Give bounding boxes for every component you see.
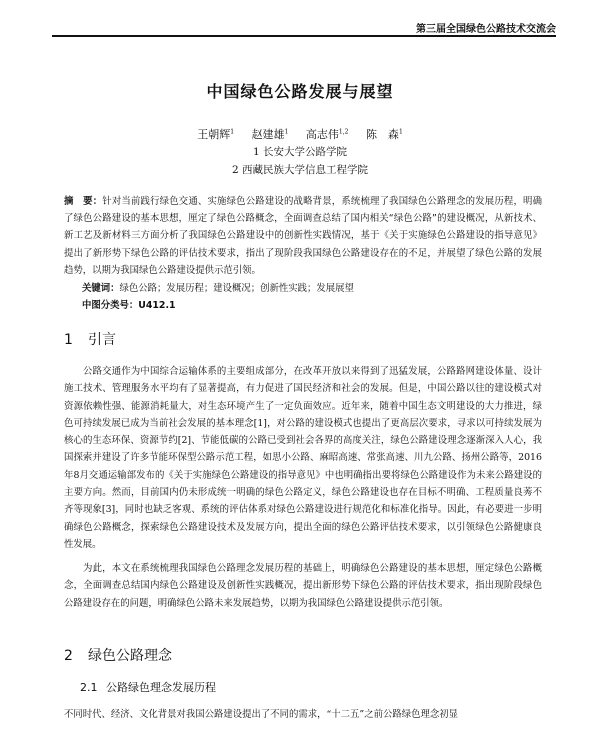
affiliation: 2 西藏民族大学信息工程学院 (231, 164, 369, 176)
section-heading-concept: 2 绿色公路理念 (64, 648, 172, 664)
classification-number: 中图分类号：U412.1 (82, 300, 176, 311)
section-heading-intro: 1 引言 (64, 332, 116, 348)
author: 赵建雄$^1$ (251, 128, 289, 141)
author-list (0, 126, 600, 142)
keywords: 关键词：绿色公路；发展历程；建设概况；创新性实践；发展展望 (82, 283, 354, 294)
abstract (64, 193, 542, 279)
abstract-label: 摘 要： (64, 196, 103, 207)
author: 王朝辉$^1$ (197, 128, 235, 141)
subsection-heading: 2.1 公路绿色理念发展历程 (80, 681, 216, 694)
body-paragraph: 为此，本文在系统梳理我国绿色公路理念发展历程的基础上，明确绿色公路建设的基本思想，厘定绿色公路概念，全面调查总结国内绿色公路建设及创新性实践概况，提出新形势下绿色公路的评估技术要求，指出现阶段绿色公路建设存在的问题，明确绿色公路未来发展趋势，以期为我国绿色公路建设提供示范引领。 (64, 563, 542, 609)
author: 高志伟$^{1,2}$ (305, 128, 349, 141)
author: 陈 森$^1$ (365, 128, 403, 141)
running-header: 第三届全国绿色公路技术交流会 (416, 24, 556, 35)
body-paragraph: 公路交通作为中国综合运输体系的主要组成部分，在改革开放以来得到了迅猛发展，公路路网建设体量、设计施工技术、管理服务水平均有了显著提高，有力促进了国民经济和社会的发展。但是，中国公路以往的建设模式对资源依赖性强、能源消耗量大，对生态环境产生了一定负面效应。近年来，随着中国生态文明建设的大力推进，绿色可持续发展已成为当前社会发展的基本理念[1]，对公路的建设模式也提出了更高层次要求，寻求以可持续发展为核心的生态环保、资源节约[2]、节能低碳的公路已受到社会各界的高度关注，绿色公路建设理念逐渐深入人心，我国探索并建设了许多节能环保型公路示范工程，如思小公路、麻昭高速、常张高速、川九公路、扬州公路等，2016年8月交通运输部发布的《关于实施绿色公路建设的指导意见》中也明确指出要将绿色公路建设作为未来公路建设的主要方向。然而，目前国内仍未形成统一明确的绿色公路定义，绿色公路建设也存在目标不明确、工程质量良莠不齐等现象[3]，同时也缺乏客观、系统的评估体系对绿色公路建设进行规范化和标准化指导。因此，有必要进一步明确绿色公路概念，探索绿色公路建设技术及发展方向，提出全面的绿色公路评估技术要求，以引领绿色公路健康良性发展。 (64, 366, 542, 550)
paper-title: 中国绿色公路发展与展望 (206, 82, 394, 101)
abstract-text: 针对当前践行绿色交通、实施绿色公路建设的战略背景，系统梳理了我国绿色公路理念的发展历程，明确了绿色公路建设的基本思想，厘定了绿色公路概念，全面调查总结了国内相关“绿色公路”的建设概况，从新技术、新工艺及新材料三方面分析了我国绿色公路建设中的创新性实践情况，基于《关于实施绿色公路建设的指导意见》提出了新形势下绿色公路的评估技术要求，指出了现阶段我国绿色公路建设存在的不足，并展望了绿色公路的发展趋势，以期为我国绿色公路建设提供示范引领。 (64, 196, 542, 276)
body-paragraph: 不同时代、经济、文化背景对我国公路建设提出了不同的需求，“十二五”之前公路绿色理念初显 (64, 709, 458, 720)
affiliation: 1 长安大学公路学院 (252, 146, 348, 158)
header-rule (52, 35, 556, 37)
